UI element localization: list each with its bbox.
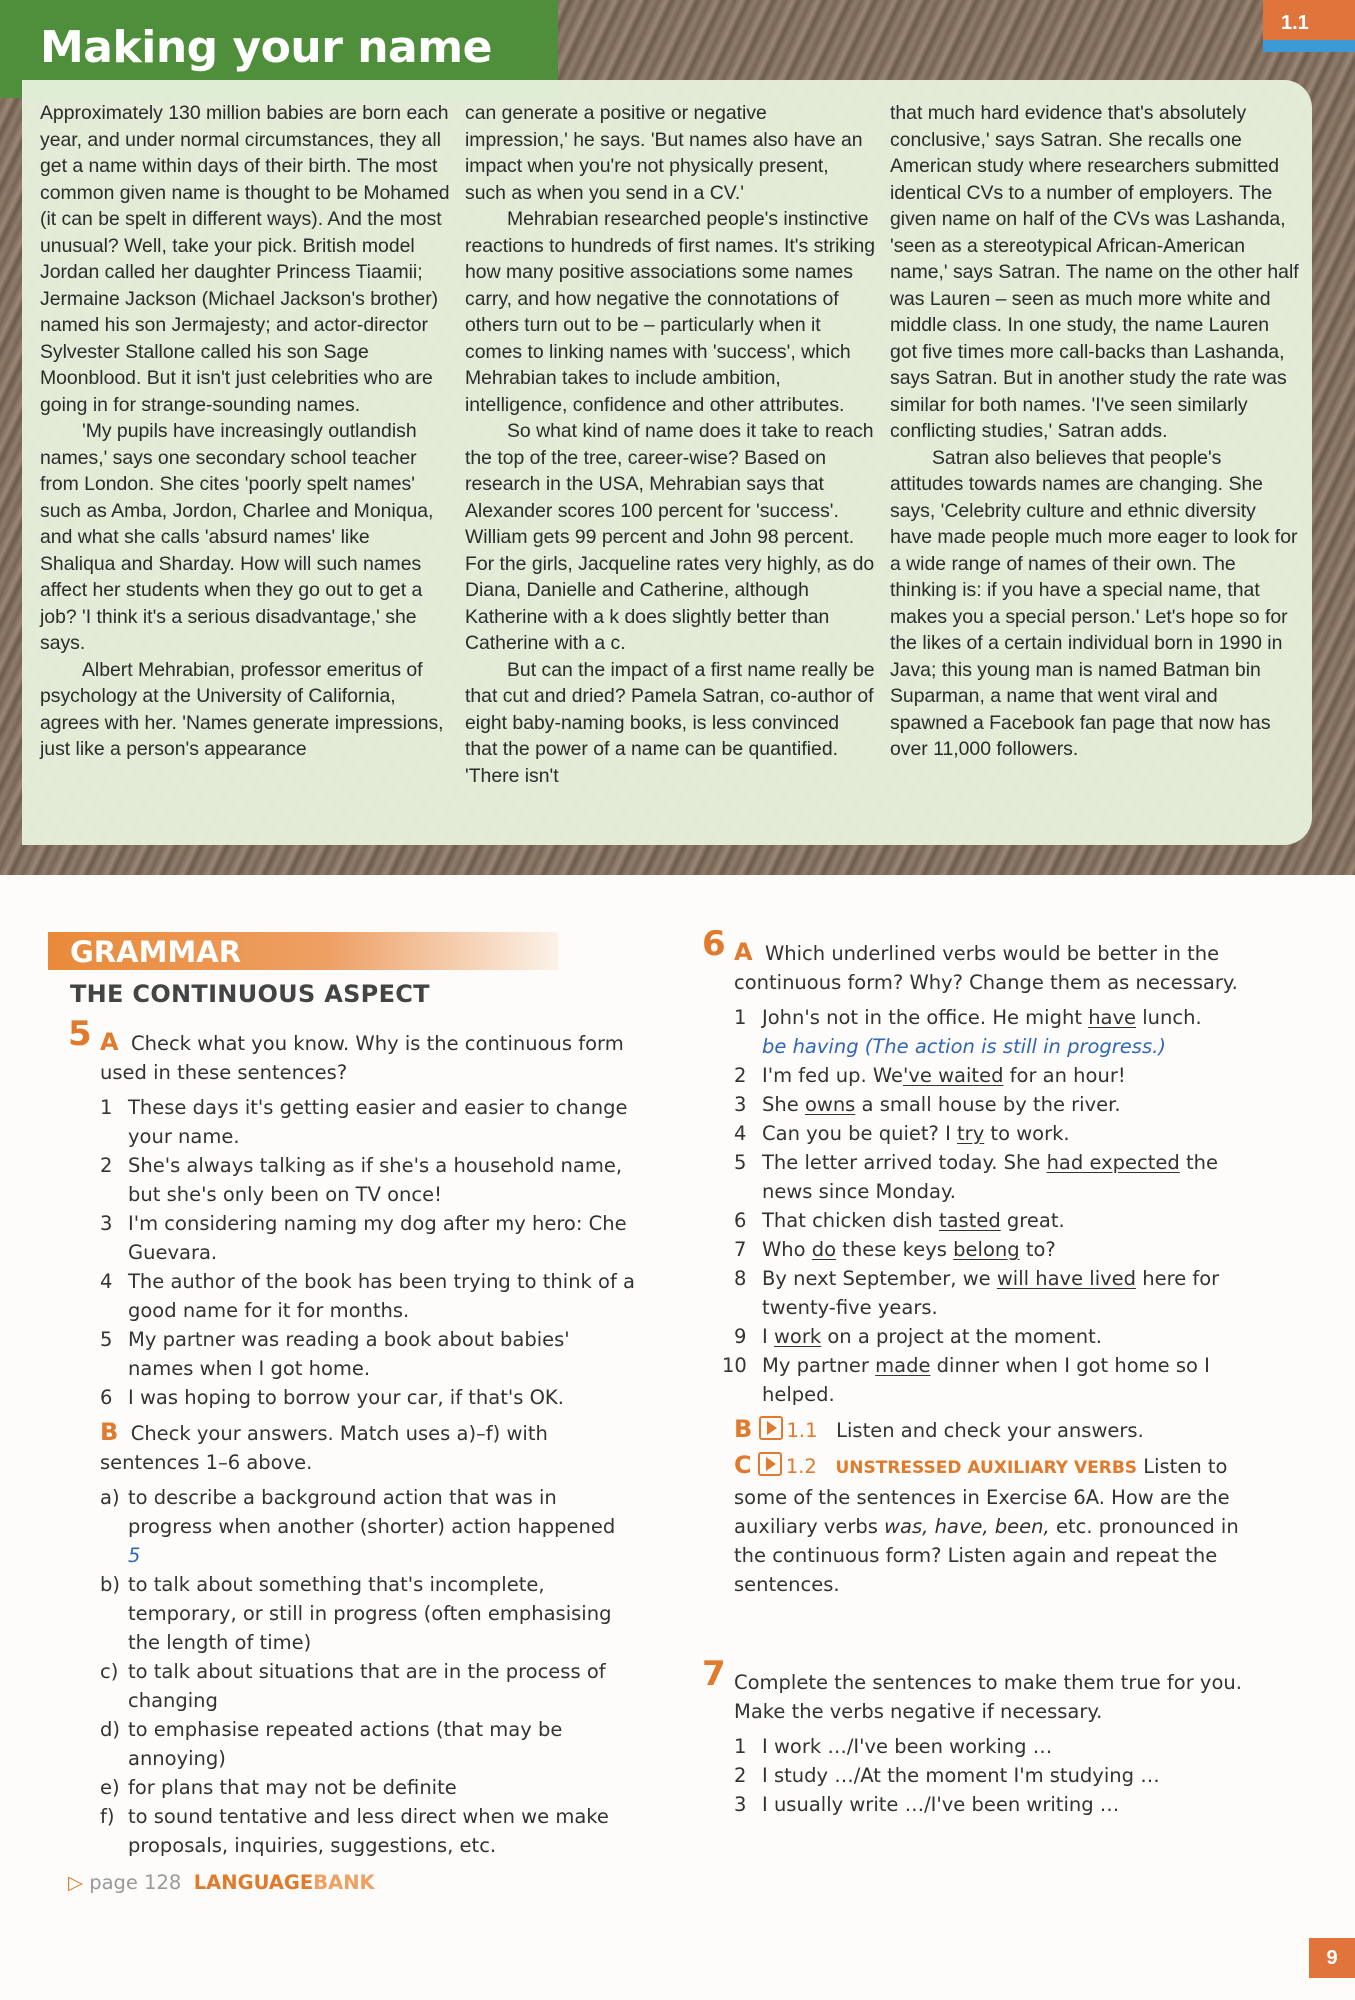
paragraph: Satran also believes that people's attitudes towards names are changing. She says, 'Celebrity culture and ethnic diversity have made people much more eager to look for a wide range of names of their own. The thinking is: if you have a special name, that makes you a special person.' Let's hope so for the likes of a certain individual born in 1990 in Java; this young man is named Batman bin Suparman, a name that went viral and spawned a Facebook fan page that now has over 11,000 followers. [890,446,1298,760]
paragraph: 'My pupils have increasingly outlandish names,' says one secondary school teacher from London. She cites 'poorly spelt names' such as Amba, Jordon, Charlee and Moniqua, and what she calls 'absurd names' like Shaliqua and Sharday. How will such names affect her students when they go out to get a job? 'I think it's a serious disadvantage,' she says. [40,420,434,654]
item-number: 6 [734,1209,747,1232]
article-background [0,0,1355,875]
item-number: 6 [100,1386,113,1409]
underlined-verb: try [957,1122,985,1145]
instruction: Listen to some of the sentences in Exercise 6A. How are the auxiliary verbs [734,1455,1230,1538]
list-item [100,1483,638,1570]
item-text: for an hour! [1003,1064,1126,1087]
list-item [100,1209,638,1267]
item-text: here for twenty-five years. [762,1267,1220,1319]
arrow-right-icon: ▷ [68,1871,83,1894]
item-text: to emphasise repeated actions (that may be annoying) [128,1718,563,1770]
item-text: these keys [836,1238,954,1261]
item-text: the news since Monday. [762,1151,1218,1203]
instruction: Listen and check your answers. [836,1419,1144,1442]
underlined-verb: made [875,1354,931,1377]
language-bank-link[interactable] [68,1868,638,1897]
item-text: I study …/At the moment I'm studying … [762,1764,1160,1787]
part-letter: C [734,1451,752,1479]
item-text: John's not in the office. He might [762,1006,1089,1029]
unit-number: 1.1 [1281,12,1309,34]
item-text: for plans that may not be definite [128,1776,457,1799]
track-number: 1.2 [785,1455,817,1478]
item-text: dinner when I got home so I helped. [762,1354,1210,1406]
part-letter: B [100,1418,119,1446]
item-number: 3 [734,1793,747,1816]
exercise-7 [702,1654,1272,1819]
item-number: 3 [734,1093,747,1116]
item-text: I'm fed up. We [762,1064,904,1087]
item-number: 2 [734,1064,747,1087]
item-letter: d) [100,1718,120,1741]
unit-tab [1263,0,1355,52]
exercise-5 [68,1014,638,1897]
paragraph: can generate a positive or negative impression,' he says. 'But names also have an impact when you're not physically present, such as when you send in a CV.' [465,102,863,204]
item-number: 9 [734,1325,747,1348]
grammar-band [48,932,558,970]
pronunciation-label: UNSTRESSED AUXILIARY VERBS [835,1458,1138,1478]
list-item [100,1383,638,1412]
exercise-number: 7 [702,1654,726,1694]
item-number: 8 [734,1267,747,1290]
item-number: 5 [100,1328,113,1351]
item-letter: a) [100,1486,120,1509]
answer: be having (The action is still in progress.) [762,1035,1166,1058]
list-item [100,1715,638,1773]
grammar-subheading: THE CONTINUOUS ASPECT [70,980,430,1008]
item-number: 1 [734,1006,747,1029]
item-number: 4 [734,1122,747,1145]
item-text: great. [1000,1209,1065,1232]
item-text: The author of the book has been trying to think of a good name for it for months. [128,1270,635,1322]
item-text: The letter arrived today. She [762,1151,1047,1174]
item-text: These days it's getting easier and easier to change your name. [128,1096,628,1148]
part-b [734,1415,1272,1445]
list-item [734,1148,1272,1206]
article-title: Making your name [40,22,492,73]
list-item [100,1802,638,1860]
grammar-heading: GRAMMAR [70,935,242,969]
underlined-verb: will have lived [996,1267,1137,1290]
underlined-verb: owns [804,1093,856,1116]
item-number: 1 [734,1735,747,1758]
track-number: 1.1 [786,1419,818,1442]
item-text: I work …/I've been working … [762,1735,1053,1758]
list-item [734,1003,1272,1061]
page-reference: page 128 [89,1871,182,1894]
item-number: 2 [734,1764,747,1787]
item-text: Who [762,1238,812,1261]
item-number: 7 [734,1238,747,1261]
item-text: Can you be quiet? I [762,1122,958,1145]
paragraph: Mehrabian researched people's instinctive reactions to hundreds of first names. It's striking how many positive associations some names carry, and how negative the connotations of others turn out to be – particularly when it comes to linking names with 'success', which Mehrabian takes to include ambition, intelligence, confidence and other attributes. [465,208,876,416]
item-text: lunch. [1136,1006,1202,1029]
item-text: I'm considering naming my dog after my hero: Che Guevara. [128,1212,627,1264]
list-item [734,1264,1272,1322]
sentence-list [100,1093,638,1412]
item-number: 1 [100,1096,113,1119]
item-text: By next September, we [762,1267,997,1290]
unit-tab-stripe [1263,40,1355,52]
page-number: 9 [1309,1938,1355,1978]
exercise-number: 6 [702,924,726,964]
list-item [100,1657,638,1715]
language-bank-label-part1: LANGUAGE [193,1871,314,1894]
item-letter: c) [100,1660,119,1683]
list-item [734,1322,1272,1351]
item-text: That chicken dish [762,1209,939,1232]
instruction: etc. pronounced in the continuous form? Listen again and repeat the sentences. [734,1515,1239,1596]
list-item [734,1061,1272,1090]
audio-play-icon[interactable] [759,1416,783,1440]
uses-list [100,1483,638,1860]
paragraph: Approximately 130 million babies are born each year, and under normal circumstances, they all get a name within days of their birth. The most common given name is thought to be Mohamed (it can be spelt in different ways). And the most unusual? Well, take your pick. British model Jordan called her daughter Princess Tiaamii; Jermaine Jackson (Michael Jackson's brother) named his son Jermajesty; and actor-director Sylvester Stallone called his son Sage Moonblood. But it isn't just celebrities who are going in for strange-sounding names. [40,102,450,416]
item-text: I usually write …/I've been writing … [762,1793,1120,1816]
item-text: to? [1019,1238,1056,1261]
paragraph: Albert Mehrabian, professor emeritus of psychology at the University of California, agrees with her. 'Names generate impressions, just like a person's appearance [40,658,444,760]
audio-play-icon[interactable] [758,1452,782,1476]
item-number: 5 [734,1151,747,1174]
underlined-verb: had expected [1046,1151,1180,1174]
item-text: to talk about situations that are in the process of changing [128,1660,606,1712]
exercise-number: 5 [68,1014,92,1054]
article-column-3 [890,100,1300,763]
part-c [734,1451,1272,1599]
list-item [734,1206,1272,1235]
underlined-verb: work [773,1325,822,1348]
item-text: on a project at the moment. [821,1325,1102,1348]
sentence-list [734,1732,1272,1819]
list-item [722,1351,1272,1409]
article-column-1 [40,100,450,763]
item-text: I [762,1325,774,1348]
list-item [734,1119,1272,1148]
item-letter: e) [100,1776,120,1799]
item-number: 10 [722,1354,747,1377]
list-item [734,1732,1272,1761]
list-item [100,1093,638,1151]
item-text: a small house by the river. [855,1093,1121,1116]
exercise-6 [702,924,1272,1599]
list-item [734,1235,1272,1264]
item-letter: f) [100,1805,115,1828]
paragraph: So what kind of name does it take to reach the top of the tree, career-wise? Based on research in the USA, Mehrabian says that Alexander scores 100 percent for 'success'. William gets 99 percent and John 98 percent. For the girls, Jacqueline rates very highly, as do Diana, Danielle and Catherine, although Katherine with a k does slightly better than Catherine with a c. [465,420,875,654]
instruction: Check your answers. Match uses a)–f) with sentences 1–6 above. [100,1422,548,1474]
underlined-verb: do [811,1238,837,1261]
underlined-verb: 've waited [903,1064,1004,1087]
underlined-verb: tasted [938,1209,1001,1232]
list-item [734,1790,1272,1819]
language-bank-label-part2: BANK [313,1871,375,1894]
instruction: Check what you know. Why is the continuous form used in these sentences? [100,1032,624,1084]
language-bank-label [194,1871,375,1894]
item-number: 4 [100,1270,113,1293]
part-letter: A [734,938,753,966]
instruction-italic: was, have, been, [884,1515,1050,1538]
list-item [100,1325,638,1383]
list-item [100,1570,638,1657]
paragraph: But can the impact of a first name really be that cut and dried? Pamela Satran, co-author of eight baby-naming books, is less convinced that the power of a name can be quantified. 'There isn't [465,658,875,787]
part-letter: B [734,1415,753,1443]
answer: 5 [128,1544,141,1567]
item-text: to work. [984,1122,1070,1145]
item-text: to talk about something that's incomplete, temporary, or still in progress (often emphasising the length of time) [128,1573,612,1654]
item-text: She's always talking as if she's a household name, but she's only been on TV once! [128,1154,623,1206]
list-item [734,1761,1272,1790]
item-text: to describe a background action that was in progress when another (shorter) action happened [128,1486,616,1538]
underlined-verb: belong [953,1238,1020,1261]
item-text: to sound tentative and less direct when we make proposals, inquiries, suggestions, etc. [128,1805,609,1857]
article-column-2 [465,100,875,789]
item-text: My partner was reading a book about babies' names when I got home. [128,1328,570,1380]
list-item [100,1151,638,1209]
item-number: 3 [100,1212,113,1235]
list-item [100,1773,638,1802]
list-item [100,1267,638,1325]
list-item [734,1090,1272,1119]
item-number: 2 [100,1154,113,1177]
instruction: Which underlined verbs would be better in the continuous form? Why? Change them as necessary. [734,942,1238,994]
paragraph: that much hard evidence that's absolutely conclusive,' says Satran. She recalls one American study where researchers submitted identical CVs to a number of employers. The given name on half of the CVs was Lashanda, 'seen as a stereotypical African-American name,' says Satran. The name on the other half was Lauren – seen as much more white and middle class. In one study, the name Lauren got five times more call-backs than Lashanda, says Satran. But in another study the rate was similar for both names. 'I've seen similarly conflicting studies,' Satran adds. [890,102,1299,442]
underlined-verb: have [1088,1006,1137,1029]
item-text: I was hoping to borrow your car, if that's OK. [128,1386,564,1409]
item-text: My partner [762,1354,876,1377]
sentence-list [722,1003,1272,1409]
item-letter: b) [100,1573,120,1596]
part-letter: A [100,1028,119,1056]
instruction: Complete the sentences to make them true for you. Make the verbs negative if necessary. [734,1671,1242,1723]
item-text: She [762,1093,805,1116]
